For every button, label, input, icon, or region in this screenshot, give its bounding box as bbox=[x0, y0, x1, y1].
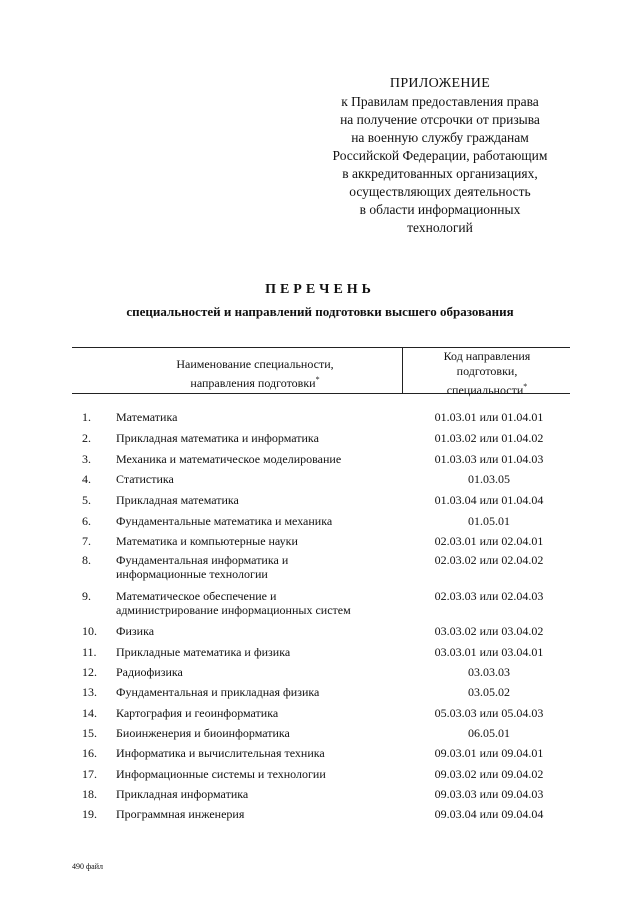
row-code: 01.03.05 bbox=[468, 472, 510, 486]
row-number: 18. bbox=[82, 787, 97, 801]
row-code: 02.03.03 или 02.04.03 bbox=[434, 589, 544, 603]
appendix-line: в области информационных bbox=[359, 202, 521, 217]
row-number: 7. bbox=[82, 534, 91, 548]
appendix-line: осуществляющих деятельность bbox=[349, 184, 531, 199]
appendix-line: на получение отсрочки от призыва bbox=[340, 112, 540, 127]
row-name bbox=[116, 665, 406, 679]
row-name-line: Механика и математическое моделирование bbox=[116, 452, 342, 466]
row-code: 02.03.01 или 02.04.01 bbox=[434, 534, 544, 548]
row-code: 01.03.03 или 01.04.03 bbox=[434, 452, 544, 466]
row-name bbox=[116, 534, 406, 548]
row-code: 01.05.01 bbox=[468, 514, 510, 528]
document-subtitle: специальностей и направлений подготовки высшего образования bbox=[126, 304, 514, 319]
appendix-heading: ПРИЛОЖЕНИЕ bbox=[389, 76, 491, 91]
row-number: 11. bbox=[82, 645, 97, 659]
row-name bbox=[116, 452, 406, 466]
column-header-name bbox=[112, 357, 398, 391]
row-number: 2. bbox=[82, 431, 91, 445]
row-name bbox=[116, 410, 406, 424]
row-code: 09.03.04 или 09.04.04 bbox=[434, 807, 544, 821]
footer-note: 490 файл bbox=[72, 862, 104, 871]
row-name-line: Радиофизика bbox=[116, 665, 183, 679]
row-code: 03.03.01 или 03.04.01 bbox=[434, 645, 544, 659]
row-name-line: Математика и компьютерные науки bbox=[116, 534, 298, 548]
row-name-line: Фундаментальная информатика и bbox=[116, 553, 289, 567]
document-title: ПЕРЕЧЕНЬ bbox=[265, 282, 375, 297]
row-name-line: информационные технологии bbox=[116, 567, 268, 581]
row-name bbox=[116, 472, 406, 486]
row-name bbox=[116, 624, 406, 638]
row-name-line: Картография и геоинформатика bbox=[116, 706, 279, 720]
row-name-line: Фундаментальные математика и механика bbox=[116, 514, 333, 528]
table-header-divider bbox=[402, 347, 403, 394]
table-top-rule bbox=[72, 347, 570, 348]
row-name-line: Физика bbox=[116, 624, 155, 638]
row-name bbox=[116, 514, 406, 528]
row-code: 01.03.01 или 01.04.01 bbox=[434, 410, 544, 424]
row-name-line: Статистика bbox=[116, 472, 174, 486]
row-name-line: Биоинженерия и биоинформатика bbox=[116, 726, 290, 740]
footnote-mark: * bbox=[315, 375, 320, 384]
row-number: 9. bbox=[82, 589, 91, 603]
row-name-line: Программная инженерия bbox=[116, 807, 245, 821]
row-number: 19. bbox=[82, 807, 97, 821]
row-code: 03.03.03 bbox=[468, 665, 510, 679]
column-header-name-line: Наименование специальности, bbox=[176, 357, 334, 371]
row-name-line: Прикладная информатика bbox=[116, 787, 249, 801]
row-number: 14. bbox=[82, 706, 97, 720]
row-name bbox=[116, 685, 406, 699]
row-name-line: Информационные системы и технологии bbox=[116, 767, 326, 781]
appendix-line: технологий bbox=[407, 220, 473, 235]
row-code: 09.03.01 или 09.04.01 bbox=[434, 746, 544, 760]
row-name bbox=[116, 645, 406, 659]
row-number: 10. bbox=[82, 624, 97, 638]
row-code: 01.03.04 или 01.04.04 bbox=[434, 493, 544, 507]
row-number: 5. bbox=[82, 493, 91, 507]
row-name bbox=[116, 493, 406, 507]
row-name bbox=[116, 807, 406, 821]
row-number: 17. bbox=[82, 767, 97, 781]
row-name-line: Математика bbox=[116, 410, 178, 424]
row-name-line: Информатика и вычислительная техника bbox=[116, 746, 325, 760]
column-header-name-line: направления подготовки bbox=[190, 376, 316, 390]
row-name bbox=[116, 767, 406, 781]
row-name bbox=[116, 553, 406, 581]
appendix-line: на военную службу гражданам bbox=[351, 130, 529, 145]
row-number: 1. bbox=[82, 410, 91, 424]
row-name bbox=[116, 706, 406, 720]
appendix-line: Российской Федерации, работающим bbox=[332, 148, 548, 163]
column-header-code-line: подготовки, bbox=[456, 364, 518, 378]
row-code: 02.03.02 или 02.04.02 bbox=[434, 553, 544, 567]
column-header-code-line: Код направления bbox=[443, 349, 531, 363]
row-code: 09.03.02 или 09.04.02 bbox=[434, 767, 544, 781]
row-name bbox=[116, 726, 406, 740]
row-number: 13. bbox=[82, 685, 97, 699]
row-code: 03.03.02 или 03.04.02 bbox=[434, 624, 544, 638]
row-code: 09.03.03 или 09.04.03 bbox=[434, 787, 544, 801]
row-number: 8. bbox=[82, 553, 91, 567]
row-code: 03.05.02 bbox=[468, 685, 510, 699]
row-name-line: Математическое обеспечение и bbox=[116, 589, 277, 603]
row-number: 16. bbox=[82, 746, 97, 760]
row-name bbox=[116, 431, 406, 445]
row-name bbox=[116, 787, 406, 801]
row-number: 15. bbox=[82, 726, 97, 740]
row-code: 01.03.02 или 01.04.02 bbox=[434, 431, 544, 445]
row-number: 6. bbox=[82, 514, 91, 528]
column-header-code bbox=[404, 349, 570, 398]
row-name bbox=[116, 589, 406, 617]
row-name-line: Фундаментальная и прикладная физика bbox=[116, 685, 320, 699]
appendix-line: в аккредитованных организациях, bbox=[342, 166, 538, 181]
appendix-line: к Правилам предоставления права bbox=[341, 94, 539, 109]
appendix-block bbox=[300, 75, 580, 237]
row-code: 06.05.01 bbox=[468, 726, 510, 740]
row-number: 12. bbox=[82, 665, 97, 679]
row-name bbox=[116, 746, 406, 760]
row-number: 3. bbox=[82, 452, 91, 466]
row-name-line: Прикладные математика и физика bbox=[116, 645, 291, 659]
row-name-line: Прикладная математика bbox=[116, 493, 239, 507]
row-number: 4. bbox=[82, 472, 91, 486]
column-header-code-line: специальности bbox=[446, 383, 524, 397]
row-name-line: администрирование информационных систем bbox=[116, 603, 351, 617]
footnote-mark: * bbox=[523, 382, 528, 391]
row-name-line: Прикладная математика и информатика bbox=[116, 431, 319, 445]
row-code: 05.03.03 или 05.04.03 bbox=[434, 706, 544, 720]
